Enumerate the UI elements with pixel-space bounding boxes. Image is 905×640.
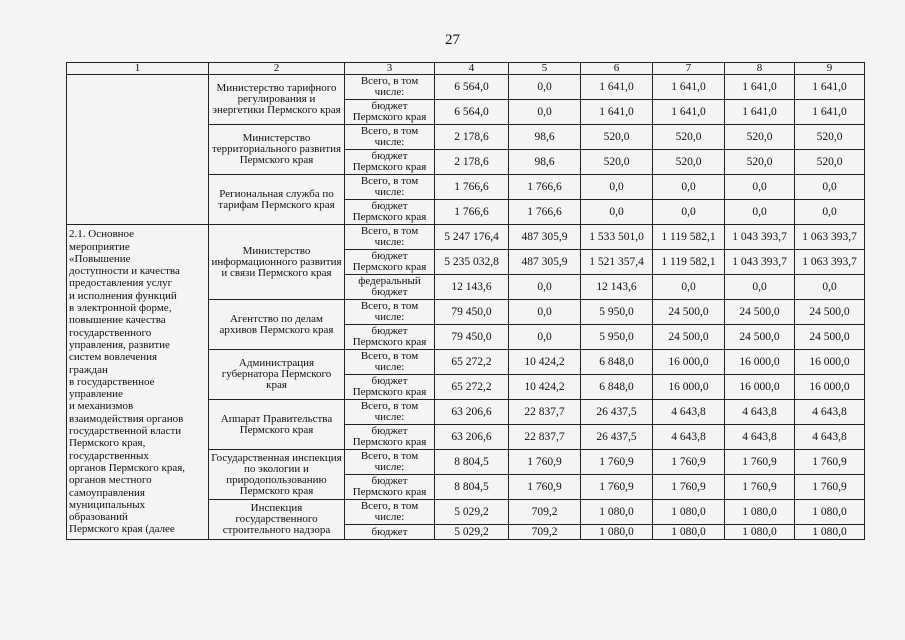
executor-org: Министерство тарифного регулирования и энергетики Пермского края xyxy=(209,75,345,125)
funding-source: бюджет Пермского края xyxy=(345,150,435,175)
measure-line: управления, развитие xyxy=(69,338,170,351)
amount-col-9: 520,0 xyxy=(795,150,865,175)
amount-col-8: 0,0 xyxy=(725,200,795,225)
amount-col-5: 0,0 xyxy=(509,275,581,300)
funding-source: Всего, в том числе: xyxy=(345,500,435,525)
amount-col-4: 65 272,2 xyxy=(435,375,509,400)
funding-source: бюджет Пермского края xyxy=(345,475,435,500)
amount-col-4: 2 178,6 xyxy=(435,125,509,150)
measure-line: «Повышение xyxy=(69,252,131,265)
amount-col-5: 22 837,7 xyxy=(509,425,581,450)
amount-col-7: 1 119 582,1 xyxy=(653,225,725,250)
amount-col-5: 10 424,2 xyxy=(509,375,581,400)
amount-col-8: 0,0 xyxy=(725,275,795,300)
executor-org: Региональная служба по тарифам Пермского края xyxy=(209,175,345,225)
amount-col-6: 1 521 357,4 xyxy=(581,250,653,275)
amount-col-7: 520,0 xyxy=(653,150,725,175)
amount-col-6: 5 950,0 xyxy=(581,325,653,350)
executor-org: Администрация губернатора Пермского края xyxy=(209,350,345,400)
amount-col-6: 0,0 xyxy=(581,200,653,225)
measure-line: самоуправления xyxy=(69,486,145,499)
amount-col-5: 1 760,9 xyxy=(509,475,581,500)
amount-col-8: 16 000,0 xyxy=(725,350,795,375)
amount-col-7: 16 000,0 xyxy=(653,375,725,400)
amount-col-7: 24 500,0 xyxy=(653,300,725,325)
funding-source: Всего, в том числе: xyxy=(345,225,435,250)
amount-col-8: 4 643,8 xyxy=(725,425,795,450)
amount-col-4: 6 564,0 xyxy=(435,75,509,100)
amount-col-6: 26 437,5 xyxy=(581,425,653,450)
measure-cell-empty xyxy=(67,75,209,225)
amount-col-4: 6 564,0 xyxy=(435,100,509,125)
amount-col-9: 1 760,9 xyxy=(795,475,865,500)
amount-col-5: 1 766,6 xyxy=(509,175,581,200)
amount-col-8: 520,0 xyxy=(725,125,795,150)
amount-col-8: 1 080,0 xyxy=(725,525,795,540)
amount-col-7: 24 500,0 xyxy=(653,325,725,350)
amount-col-9: 520,0 xyxy=(795,125,865,150)
amount-col-9: 24 500,0 xyxy=(795,300,865,325)
page-number: 27 xyxy=(445,32,460,48)
amount-col-6: 520,0 xyxy=(581,125,653,150)
measure-line: 2.1. Основное xyxy=(69,228,135,241)
measure-line: государственного xyxy=(69,326,152,339)
funding-source: Всего, в том числе: xyxy=(345,400,435,425)
amount-col-5: 98,6 xyxy=(509,150,581,175)
amount-col-9: 4 643,8 xyxy=(795,425,865,450)
col-header-1: 1 xyxy=(67,63,209,75)
amount-col-4: 8 804,5 xyxy=(435,450,509,475)
funding-source: бюджет Пермского края xyxy=(345,100,435,125)
amount-col-9: 4 643,8 xyxy=(795,400,865,425)
amount-col-8: 0,0 xyxy=(725,175,795,200)
amount-col-6: 1 533 501,0 xyxy=(581,225,653,250)
amount-col-5: 10 424,2 xyxy=(509,350,581,375)
col-header-7: 7 xyxy=(653,63,725,75)
executor-org: Аппарат Правительства Пермского края xyxy=(209,400,345,450)
amount-col-7: 4 643,8 xyxy=(653,425,725,450)
amount-col-4: 5 247 176,4 xyxy=(435,225,509,250)
amount-col-5: 0,0 xyxy=(509,100,581,125)
amount-col-5: 709,2 xyxy=(509,525,581,540)
budget-table xyxy=(66,62,865,540)
measure-line: государственной власти xyxy=(69,425,182,438)
measure-line: управление xyxy=(69,388,123,401)
funding-source: бюджет Пермского края xyxy=(345,425,435,450)
measure-line: и исполнения функций xyxy=(69,289,177,302)
measure-line: образований xyxy=(69,511,128,524)
amount-col-6: 6 848,0 xyxy=(581,350,653,375)
amount-col-6: 1 080,0 xyxy=(581,525,653,540)
amount-col-9: 1 080,0 xyxy=(795,525,865,540)
amount-col-9: 1 641,0 xyxy=(795,75,865,100)
amount-col-8: 16 000,0 xyxy=(725,375,795,400)
amount-col-8: 1 760,9 xyxy=(725,450,795,475)
amount-col-9: 1 080,0 xyxy=(795,500,865,525)
amount-col-6: 26 437,5 xyxy=(581,400,653,425)
amount-col-6: 1 641,0 xyxy=(581,100,653,125)
table-row xyxy=(67,225,865,250)
amount-col-4: 79 450,0 xyxy=(435,300,509,325)
amount-col-7: 1 641,0 xyxy=(653,100,725,125)
col-header-2: 2 xyxy=(209,63,345,75)
measure-line: мероприятие xyxy=(69,240,130,253)
amount-col-5: 0,0 xyxy=(509,325,581,350)
executor-org: Министерство территориального развития Пермского края xyxy=(209,125,345,175)
amount-col-8: 24 500,0 xyxy=(725,300,795,325)
amount-col-7: 16 000,0 xyxy=(653,350,725,375)
amount-col-9: 16 000,0 xyxy=(795,375,865,400)
amount-col-6: 1 760,9 xyxy=(581,475,653,500)
amount-col-4: 5 235 032,8 xyxy=(435,250,509,275)
col-header-6: 6 xyxy=(581,63,653,75)
amount-col-7: 1 080,0 xyxy=(653,525,725,540)
amount-col-7: 0,0 xyxy=(653,275,725,300)
amount-col-9: 0,0 xyxy=(795,200,865,225)
amount-col-7: 0,0 xyxy=(653,175,725,200)
col-header-4: 4 xyxy=(435,63,509,75)
measure-line: и механизмов xyxy=(69,400,134,413)
amount-col-9: 0,0 xyxy=(795,275,865,300)
col-header-3: 3 xyxy=(345,63,435,75)
funding-source: бюджет Пермского края xyxy=(345,200,435,225)
funding-source: Всего, в том числе: xyxy=(345,350,435,375)
amount-col-7: 1 760,9 xyxy=(653,450,725,475)
amount-col-4: 2 178,6 xyxy=(435,150,509,175)
funding-source: Всего, в том числе: xyxy=(345,125,435,150)
amount-col-4: 8 804,5 xyxy=(435,475,509,500)
amount-col-9: 24 500,0 xyxy=(795,325,865,350)
amount-col-8: 1 080,0 xyxy=(725,500,795,525)
executor-org: Государственная инспекция по экологии и природопользованию Пермского края xyxy=(209,450,345,500)
funding-source: бюджет Пермского края xyxy=(345,375,435,400)
table-row xyxy=(67,75,865,100)
amount-col-6: 0,0 xyxy=(581,175,653,200)
measure-line: органов Пермского края, xyxy=(69,461,186,474)
measure-line: доступности и качества xyxy=(69,265,180,278)
amount-col-4: 5 029,2 xyxy=(435,525,509,540)
funding-source: Всего, в том числе: xyxy=(345,300,435,325)
executor-org: Инспекция государственного строительного надзора xyxy=(209,500,345,540)
amount-col-6: 1 760,9 xyxy=(581,450,653,475)
amount-col-5: 0,0 xyxy=(509,75,581,100)
amount-col-5: 709,2 xyxy=(509,500,581,525)
amount-col-4: 65 272,2 xyxy=(435,350,509,375)
funding-source: Всего, в том числе: xyxy=(345,175,435,200)
amount-col-6: 520,0 xyxy=(581,150,653,175)
amount-col-7: 520,0 xyxy=(653,125,725,150)
measure-line: государственных xyxy=(69,449,149,462)
amount-col-9: 1 063 393,7 xyxy=(795,225,865,250)
measure-line: граждан xyxy=(69,363,108,376)
amount-col-9: 1 063 393,7 xyxy=(795,250,865,275)
measure-line: предоставления услуг xyxy=(69,277,173,290)
funding-source: бюджет Пермского края xyxy=(345,250,435,275)
amount-col-8: 24 500,0 xyxy=(725,325,795,350)
amount-col-7: 1 119 582,1 xyxy=(653,250,725,275)
amount-col-4: 63 206,6 xyxy=(435,425,509,450)
measure-line: взаимодействия органов xyxy=(69,412,184,425)
amount-col-8: 1 043 393,7 xyxy=(725,250,795,275)
col-header-8: 8 xyxy=(725,63,795,75)
amount-col-5: 0,0 xyxy=(509,300,581,325)
amount-col-4: 1 766,6 xyxy=(435,175,509,200)
amount-col-8: 1 043 393,7 xyxy=(725,225,795,250)
amount-col-7: 0,0 xyxy=(653,200,725,225)
amount-col-5: 98,6 xyxy=(509,125,581,150)
amount-col-5: 22 837,7 xyxy=(509,400,581,425)
amount-col-8: 4 643,8 xyxy=(725,400,795,425)
amount-col-8: 1 760,9 xyxy=(725,475,795,500)
amount-col-6: 1 641,0 xyxy=(581,75,653,100)
amount-col-4: 5 029,2 xyxy=(435,500,509,525)
amount-col-7: 4 643,8 xyxy=(653,400,725,425)
amount-col-4: 12 143,6 xyxy=(435,275,509,300)
amount-col-4: 79 450,0 xyxy=(435,325,509,350)
amount-col-8: 520,0 xyxy=(725,150,795,175)
amount-col-5: 1 766,6 xyxy=(509,200,581,225)
amount-col-5: 487 305,9 xyxy=(509,225,581,250)
measure-line: муниципальных xyxy=(69,498,146,511)
measure-line: повышение качества xyxy=(69,314,166,327)
amount-col-6: 12 143,6 xyxy=(581,275,653,300)
measure-line: в государственное xyxy=(69,375,155,388)
measure-line: систем вовлечения xyxy=(69,351,158,364)
amount-col-8: 1 641,0 xyxy=(725,100,795,125)
amount-col-7: 1 641,0 xyxy=(653,75,725,100)
amount-col-5: 487 305,9 xyxy=(509,250,581,275)
funding-source: Всего, в том числе: xyxy=(345,450,435,475)
measure-line: в электронной форме, xyxy=(69,302,172,315)
amount-col-6: 6 848,0 xyxy=(581,375,653,400)
funding-source: бюджет Пермского края xyxy=(345,325,435,350)
executor-org: Министерство информационного развития и связи Пермского края xyxy=(209,225,345,300)
funding-source: бюджет xyxy=(345,525,435,540)
measure-line: Пермского края (далее xyxy=(69,523,175,536)
col-header-5: 5 xyxy=(509,63,581,75)
col-header-9: 9 xyxy=(795,63,865,75)
amount-col-5: 1 760,9 xyxy=(509,450,581,475)
amount-col-6: 5 950,0 xyxy=(581,300,653,325)
amount-col-9: 0,0 xyxy=(795,175,865,200)
amount-col-9: 16 000,0 xyxy=(795,350,865,375)
amount-col-4: 63 206,6 xyxy=(435,400,509,425)
measure-line: органов местного xyxy=(69,474,152,487)
amount-col-6: 1 080,0 xyxy=(581,500,653,525)
measure-description xyxy=(67,225,209,540)
measure-line: Пермского края, xyxy=(69,437,146,450)
amount-col-4: 1 766,6 xyxy=(435,200,509,225)
amount-col-9: 1 641,0 xyxy=(795,100,865,125)
funding-source: федеральный бюджет xyxy=(345,275,435,300)
amount-col-7: 1 760,9 xyxy=(653,475,725,500)
executor-org: Агентство по делам архивов Пермского края xyxy=(209,300,345,350)
amount-col-9: 1 760,9 xyxy=(795,450,865,475)
amount-col-7: 1 080,0 xyxy=(653,500,725,525)
funding-source: Всего, в том числе: xyxy=(345,75,435,100)
column-number-row xyxy=(67,63,865,75)
amount-col-8: 1 641,0 xyxy=(725,75,795,100)
